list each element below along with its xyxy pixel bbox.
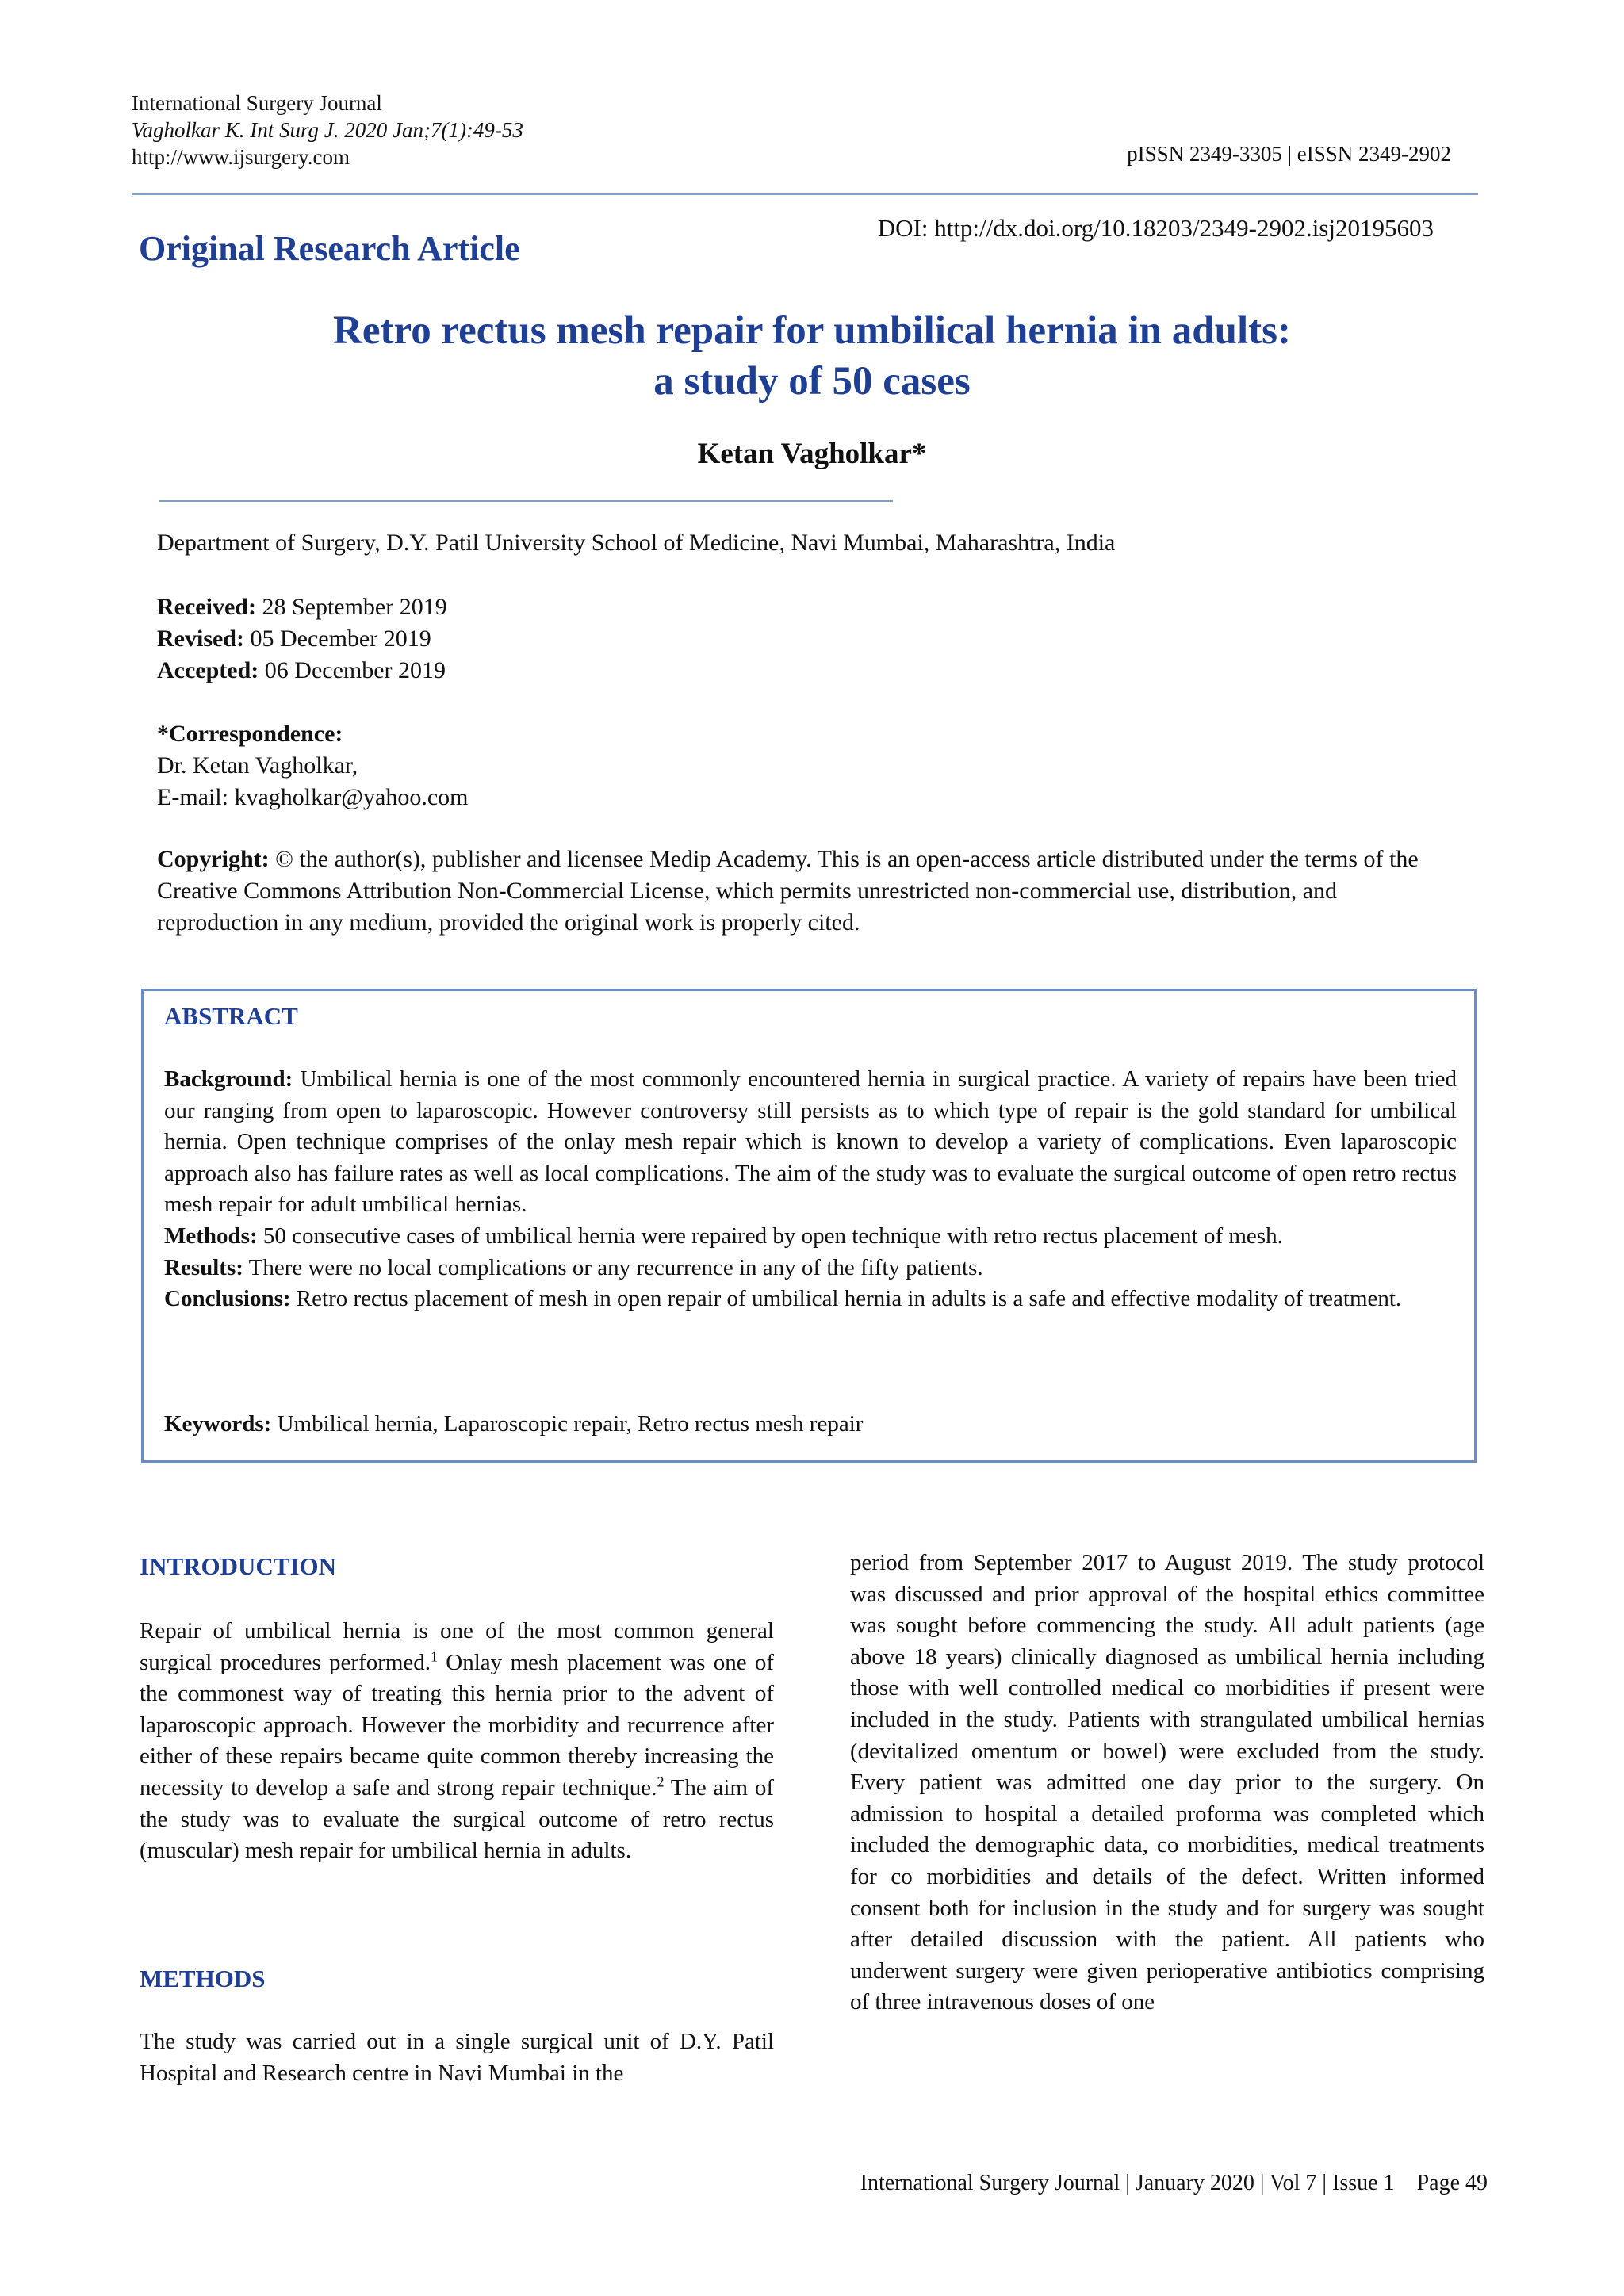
accepted-date: Accepted: 06 December 2019: [157, 657, 446, 683]
issn: pISSN 2349-3305 | eISSN 2349-2902: [1127, 142, 1451, 166]
abstract-background: Background: Umbilical hernia is one of the most commonly encountered hernia in surgical practice. A variety of repairs have been tried our ranging from open to laparoscopic. However controversy still persists as to which type of repair is the gold standard for umbilical hernia. Open technique comprises of the onlay mesh repair which is known to develop a variety of complications. Even laparoscopic approach also has failure rates as well as local complications. The aim of the study was to evaluate the surgical outcome of open retro rectus mesh repair for adult umbilical hernias.: [164, 1066, 1457, 1218]
abstract-conclusions: Conclusions: Retro rectus placement of mesh in open repair of umbilical hernia in adults is a safe and effective modality of treatment.: [164, 1286, 1402, 1312]
introduction-heading: INTRODUCTION: [140, 1552, 337, 1580]
abstract-heading: ABSTRACT: [164, 1002, 298, 1030]
abstract-results: Results: There were no local complications or any recurrence in any of the fifty patients.: [164, 1254, 983, 1280]
correspondence-email: E-mail: kvagholkar@yahoo.com: [157, 784, 469, 810]
author: Ketan Vagholkar*: [697, 438, 927, 470]
author-rule: [159, 500, 893, 502]
correspondence: [157, 718, 469, 813]
abstract-body: [164, 1064, 1457, 1315]
revised-date: Revised: 05 December 2019: [157, 626, 431, 652]
journal-url: http://www.ijsurgery.com: [132, 145, 350, 169]
affiliation: Department of Surgery, D.Y. Patil University School of Medicine, Navi Mumbai, Maharashtra, India: [157, 530, 1116, 556]
received-date: Received: 28 September 2019: [157, 594, 447, 620]
methods-text-col2: period from September 2017 to August 2019. The study protocol was discussed and prior approval of the hospital ethics committee was sought before commencing the study. All adult patients (age above 18 years) clinically diagnosed as umbilical hernia including those with well controlled medical co morbidities if present were included in the study. Patients with strangulated umbilical hernias (devitalized omentum or bowel) were excluded from the study. Every patient was admitted one day prior to the surgery. On admission to hospital a detailed proforma was completed which included the demographic data, co morbidities, medical treatments for co morbidities and details of the defect. Written informed consent both for inclusion in the study and for surgery was sought after detailed discussion with the patient. All patients who underwent surgery were given perioperative antibiotics comprising of three intravenous doses of one: [850, 1550, 1484, 2015]
reference-2: 2: [657, 1774, 665, 1790]
doi: DOI: http://dx.doi.org/10.18203/2349-2902.isj20195603: [877, 214, 1434, 242]
methods-heading: METHODS: [140, 1965, 266, 1992]
correspondence-label: *Correspondence:: [157, 721, 343, 747]
methods-text-col1: The study was carried out in a single surgical unit of D.Y. Patil Hospital and Research centre in Navi Mumbai in the: [140, 2029, 774, 2086]
introduction-text: Repair of umbilical hernia is one of the most common general surgical procedures performed.$^1$ Onlay mesh placement was one of the commonest way of treating this hernia prior to the advent of laparoscopic approach. However the morbidity and recurrence after either of these repairs became quite common thereby increasing the necessity to develop a safe and strong repair technique.$^2$ The aim of the study was to evaluate the surgical outcome of retro rectus (muscular) mesh repair for umbilical hernia in adults.: [140, 1618, 775, 1864]
abstract-methods: Methods: 50 consecutive cases of umbilical hernia were repaired by open technique with retro rectus placement of mesh.: [164, 1223, 1283, 1249]
journal-name: International Surgery Journal: [132, 91, 382, 115]
reference-1: 1: [431, 1647, 439, 1664]
page-footer: International Surgery Journal | January 2020 | Vol 7 | Issue 1 Page 49: [860, 2171, 1488, 2195]
copyright: Copyright: © the author(s), publisher and licensee Medip Academy. This is an open-access article distributed under the terms of the Creative Commons Attribution Non-Commercial License, which permits unrestricted non-commercial use, distribution, and reproduction in any medium, provided the original work is properly cited.: [157, 846, 1419, 936]
abstract-keywords: Keywords: Umbilical hernia, Laparoscopic repair, Retro rectus mesh repair: [164, 1411, 864, 1437]
abstract-box: [141, 989, 1477, 1463]
header-rule: [132, 193, 1478, 195]
correspondence-name: Dr. Ketan Vagholkar,: [157, 752, 358, 779]
citation: Vagholkar K. Int Surg J. 2020 Jan;7(1):49-53: [132, 118, 523, 142]
title-line-2: a study of 50 cases: [653, 359, 971, 404]
title-line-1: Retro rectus mesh repair for umbilical hernia in adults:: [333, 308, 1291, 353]
article-title: [0, 305, 1624, 407]
article-type: Original Research Article: [139, 229, 520, 268]
dates: [157, 591, 447, 687]
